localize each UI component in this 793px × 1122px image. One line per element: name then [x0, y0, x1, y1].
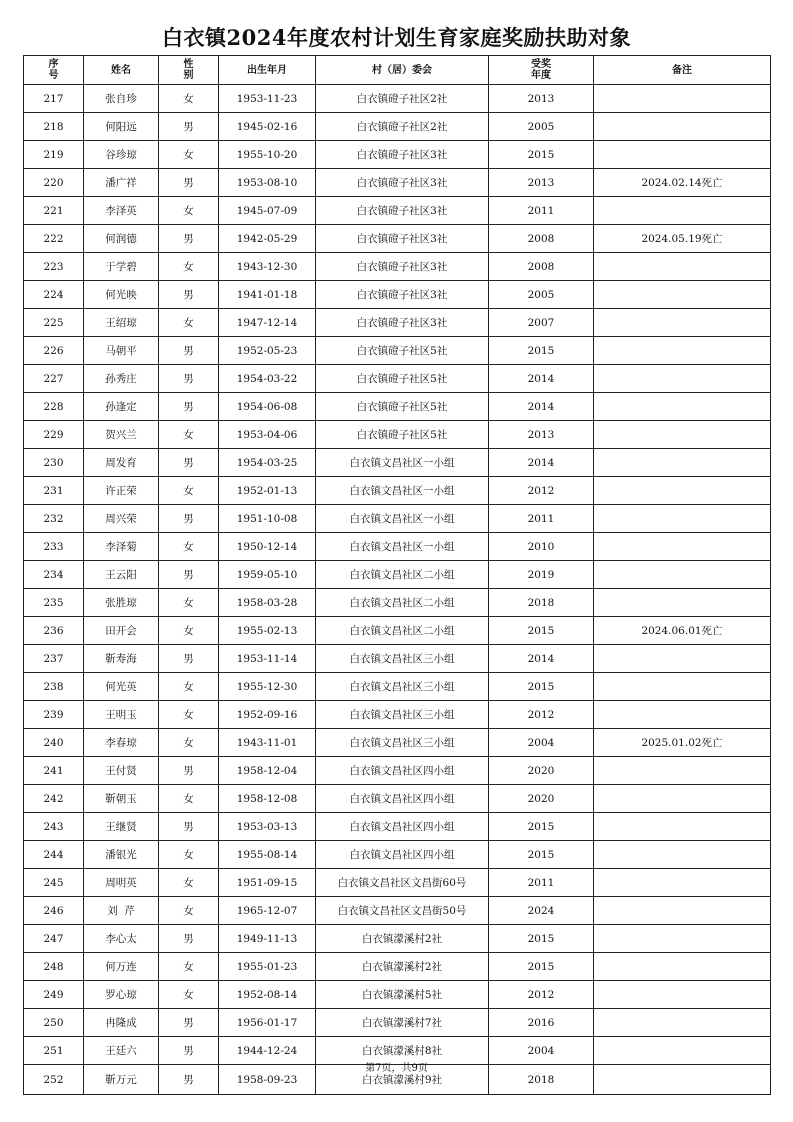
cell-remark: 2024.05.19死亡	[594, 225, 771, 253]
cell-year: 2004	[489, 1037, 594, 1065]
cell-gender: 女	[159, 253, 219, 281]
cell-seq: 240	[24, 729, 84, 757]
cell-birth: 1965-12-07	[219, 897, 316, 925]
cell-remark	[594, 281, 771, 309]
cell-remark	[594, 981, 771, 1009]
cell-remark	[594, 785, 771, 813]
cell-name: 潘广祥	[84, 169, 159, 197]
cell-year: 2018	[489, 1065, 594, 1095]
header-seq-label: 序 号	[48, 59, 59, 81]
cell-gender: 男	[159, 757, 219, 785]
header-year	[489, 56, 594, 85]
table-row	[24, 897, 771, 925]
cell-seq: 249	[24, 981, 84, 1009]
cell-name: 靳万元	[84, 1065, 159, 1095]
cell-village: 白衣镇文昌社区二小组	[316, 561, 489, 589]
cell-year: 2010	[489, 533, 594, 561]
cell-year: 2011	[489, 869, 594, 897]
cell-gender: 女	[159, 141, 219, 169]
cell-gender: 男	[159, 113, 219, 141]
cell-remark	[594, 477, 771, 505]
cell-gender: 男	[159, 1037, 219, 1065]
cell-gender: 女	[159, 869, 219, 897]
header-remark: 备注	[594, 56, 771, 85]
page-footer: 第7页，共9页	[365, 1063, 428, 1074]
cell-village: 白衣镇文昌社区一小组	[316, 533, 489, 561]
cell-remark	[594, 113, 771, 141]
cell-seq: 220	[24, 169, 84, 197]
cell-village: 白衣镇文昌社区文昌街50号	[316, 897, 489, 925]
cell-gender: 女	[159, 197, 219, 225]
table-row	[24, 225, 771, 253]
cell-name: 贺兴兰	[84, 421, 159, 449]
cell-village: 白衣镇文昌社区一小组	[316, 505, 489, 533]
cell-village: 白衣镇濛溪村5社	[316, 981, 489, 1009]
cell-seq: 245	[24, 869, 84, 897]
cell-birth: 1955-01-23	[219, 953, 316, 981]
table-row	[24, 309, 771, 337]
cell-remark	[594, 925, 771, 953]
table-row	[24, 869, 771, 897]
cell-birth: 1942-05-29	[219, 225, 316, 253]
cell-remark	[594, 505, 771, 533]
cell-gender: 女	[159, 617, 219, 645]
cell-name: 李春琼	[84, 729, 159, 757]
document-title: 白衣镇2024年度农村计划生育家庭奖励扶助对象	[162, 25, 631, 50]
table-row	[24, 757, 771, 785]
cell-seq: 242	[24, 785, 84, 813]
cell-seq: 238	[24, 673, 84, 701]
cell-village: 白衣镇濛溪村2社	[316, 925, 489, 953]
table-row	[24, 197, 771, 225]
cell-remark	[594, 813, 771, 841]
table-row	[24, 813, 771, 841]
cell-gender: 男	[159, 505, 219, 533]
cell-remark	[594, 365, 771, 393]
cell-year: 2011	[489, 505, 594, 533]
cell-remark	[594, 701, 771, 729]
table-row	[24, 85, 771, 113]
cell-village: 白衣镇濛溪村2社	[316, 953, 489, 981]
cell-village: 白衣镇磴子社区3社	[316, 225, 489, 253]
cell-year: 2024	[489, 897, 594, 925]
cell-seq: 221	[24, 197, 84, 225]
cell-village: 白衣镇文昌社区三小组	[316, 729, 489, 757]
cell-name: 何光英	[84, 673, 159, 701]
cell-year: 2019	[489, 561, 594, 589]
cell-gender: 女	[159, 729, 219, 757]
cell-name: 刘 芹	[84, 897, 159, 925]
cell-gender: 女	[159, 421, 219, 449]
cell-birth: 1954-06-08	[219, 393, 316, 421]
cell-name: 何润德	[84, 225, 159, 253]
table-row	[24, 253, 771, 281]
cell-seq: 252	[24, 1065, 84, 1095]
table-row	[24, 729, 771, 757]
cell-name: 周发育	[84, 449, 159, 477]
table-row	[24, 141, 771, 169]
cell-village: 白衣镇文昌社区一小组	[316, 477, 489, 505]
cell-remark	[594, 253, 771, 281]
cell-birth: 1954-03-25	[219, 449, 316, 477]
cell-village: 白衣镇濛溪村8社	[316, 1037, 489, 1065]
cell-gender: 男	[159, 449, 219, 477]
cell-birth: 1943-11-01	[219, 729, 316, 757]
cell-remark	[594, 897, 771, 925]
cell-name: 田开会	[84, 617, 159, 645]
cell-birth: 1941-01-18	[219, 281, 316, 309]
cell-name: 孙秀庄	[84, 365, 159, 393]
header-birth: 出生年月	[219, 56, 316, 85]
cell-birth: 1952-08-14	[219, 981, 316, 1009]
cell-gender: 女	[159, 477, 219, 505]
cell-village: 白衣镇磴子社区3社	[316, 253, 489, 281]
cell-village: 白衣镇磴子社区3社	[316, 169, 489, 197]
cell-birth: 1958-12-04	[219, 757, 316, 785]
cell-seq: 235	[24, 589, 84, 617]
cell-remark	[594, 141, 771, 169]
cell-gender: 女	[159, 701, 219, 729]
cell-birth: 1958-09-23	[219, 1065, 316, 1095]
cell-gender: 女	[159, 841, 219, 869]
cell-birth: 1945-02-16	[219, 113, 316, 141]
cell-seq: 219	[24, 141, 84, 169]
cell-year: 2020	[489, 757, 594, 785]
cell-name: 周兴荣	[84, 505, 159, 533]
cell-year: 2005	[489, 281, 594, 309]
cell-name: 王继贤	[84, 813, 159, 841]
cell-seq: 247	[24, 925, 84, 953]
cell-seq: 248	[24, 953, 84, 981]
table-row	[24, 533, 771, 561]
cell-year: 2014	[489, 449, 594, 477]
cell-seq: 218	[24, 113, 84, 141]
cell-remark: 2024.06.01死亡	[594, 617, 771, 645]
table-row	[24, 365, 771, 393]
cell-gender: 男	[159, 225, 219, 253]
cell-seq: 223	[24, 253, 84, 281]
cell-village: 白衣镇磴子社区5社	[316, 393, 489, 421]
cell-village: 白衣镇文昌社区二小组	[316, 589, 489, 617]
cell-remark	[594, 869, 771, 897]
cell-year: 2007	[489, 309, 594, 337]
table-row	[24, 645, 771, 673]
cell-year: 2015	[489, 925, 594, 953]
header-gender-label: 性 别	[183, 59, 194, 81]
cell-gender: 男	[159, 365, 219, 393]
cell-seq: 251	[24, 1037, 84, 1065]
cell-name: 孙逢定	[84, 393, 159, 421]
cell-gender: 男	[159, 1065, 219, 1095]
cell-name: 潘银光	[84, 841, 159, 869]
table-row	[24, 337, 771, 365]
header-village: 村（居）委会	[316, 56, 489, 85]
cell-seq: 228	[24, 393, 84, 421]
header-name: 姓名	[84, 56, 159, 85]
cell-gender: 女	[159, 309, 219, 337]
cell-gender: 男	[159, 645, 219, 673]
table-row	[24, 925, 771, 953]
cell-name: 何万连	[84, 953, 159, 981]
cell-seq: 230	[24, 449, 84, 477]
table-row	[24, 673, 771, 701]
cell-year: 2014	[489, 393, 594, 421]
cell-seq: 229	[24, 421, 84, 449]
cell-year: 2013	[489, 169, 594, 197]
cell-village: 白衣镇文昌社区四小组	[316, 813, 489, 841]
cell-name: 张胜琼	[84, 589, 159, 617]
cell-year: 2013	[489, 421, 594, 449]
table-row	[24, 617, 771, 645]
cell-village: 白衣镇濛溪村7社	[316, 1009, 489, 1037]
cell-birth: 1950-12-14	[219, 533, 316, 561]
cell-birth: 1953-03-13	[219, 813, 316, 841]
cell-seq: 232	[24, 505, 84, 533]
cell-gender: 男	[159, 169, 219, 197]
cell-name: 何阳远	[84, 113, 159, 141]
cell-seq: 227	[24, 365, 84, 393]
cell-year: 2013	[489, 85, 594, 113]
cell-seq: 226	[24, 337, 84, 365]
cell-gender: 男	[159, 393, 219, 421]
table-row	[24, 701, 771, 729]
cell-birth: 1952-05-23	[219, 337, 316, 365]
cell-year: 2004	[489, 729, 594, 757]
cell-name: 周明英	[84, 869, 159, 897]
cell-birth: 1958-03-28	[219, 589, 316, 617]
cell-birth: 1951-10-08	[219, 505, 316, 533]
cell-year: 2020	[489, 785, 594, 813]
cell-seq: 234	[24, 561, 84, 589]
cell-year: 2015	[489, 337, 594, 365]
cell-seq: 239	[24, 701, 84, 729]
cell-year: 2014	[489, 365, 594, 393]
table-row	[24, 281, 771, 309]
table-row	[24, 981, 771, 1009]
cell-name: 冉隆成	[84, 1009, 159, 1037]
cell-year: 2005	[489, 113, 594, 141]
cell-gender: 女	[159, 589, 219, 617]
cell-village: 白衣镇文昌社区一小组	[316, 449, 489, 477]
cell-name: 许正荣	[84, 477, 159, 505]
cell-birth: 1947-12-14	[219, 309, 316, 337]
cell-name: 王云阳	[84, 561, 159, 589]
cell-village: 白衣镇磴子社区2社	[316, 113, 489, 141]
cell-village: 白衣镇文昌社区四小组	[316, 785, 489, 813]
table-header-row	[24, 56, 771, 85]
cell-name: 张自珍	[84, 85, 159, 113]
cell-gender: 女	[159, 981, 219, 1009]
cell-remark	[594, 533, 771, 561]
cell-birth: 1945-07-09	[219, 197, 316, 225]
cell-village: 白衣镇磴子社区3社	[316, 197, 489, 225]
cell-gender: 男	[159, 561, 219, 589]
cell-year: 2012	[489, 701, 594, 729]
cell-remark	[594, 561, 771, 589]
cell-remark	[594, 393, 771, 421]
cell-gender: 女	[159, 673, 219, 701]
table-body	[24, 85, 771, 1095]
cell-name: 靳寿海	[84, 645, 159, 673]
cell-remark	[594, 197, 771, 225]
cell-seq: 236	[24, 617, 84, 645]
cell-seq: 222	[24, 225, 84, 253]
cell-birth: 1943-12-30	[219, 253, 316, 281]
cell-birth: 1952-01-13	[219, 477, 316, 505]
cell-name: 谷珍琼	[84, 141, 159, 169]
cell-birth: 1953-04-06	[219, 421, 316, 449]
cell-year: 2011	[489, 197, 594, 225]
cell-seq: 250	[24, 1009, 84, 1037]
cell-birth: 1959-05-10	[219, 561, 316, 589]
cell-seq: 241	[24, 757, 84, 785]
cell-year: 2012	[489, 981, 594, 1009]
cell-birth: 1953-11-23	[219, 85, 316, 113]
cell-remark	[594, 449, 771, 477]
cell-remark	[594, 309, 771, 337]
cell-year: 2016	[489, 1009, 594, 1037]
cell-remark	[594, 757, 771, 785]
cell-seq: 237	[24, 645, 84, 673]
cell-year: 2014	[489, 645, 594, 673]
cell-seq: 233	[24, 533, 84, 561]
cell-seq: 243	[24, 813, 84, 841]
cell-birth: 1944-12-24	[219, 1037, 316, 1065]
cell-seq: 225	[24, 309, 84, 337]
cell-village: 白衣镇磴子社区3社	[316, 141, 489, 169]
cell-village: 白衣镇磴子社区5社	[316, 365, 489, 393]
cell-name: 靳朝玉	[84, 785, 159, 813]
cell-gender: 男	[159, 925, 219, 953]
cell-year: 2015	[489, 841, 594, 869]
cell-name: 李泽英	[84, 197, 159, 225]
cell-remark	[594, 841, 771, 869]
cell-name: 罗心琼	[84, 981, 159, 1009]
cell-gender: 男	[159, 813, 219, 841]
cell-remark	[594, 1009, 771, 1037]
cell-year: 2015	[489, 673, 594, 701]
cell-birth: 1951-09-15	[219, 869, 316, 897]
cell-year: 2008	[489, 253, 594, 281]
cell-village: 白衣镇文昌社区三小组	[316, 673, 489, 701]
cell-seq: 231	[24, 477, 84, 505]
table-row	[24, 113, 771, 141]
table-row	[24, 785, 771, 813]
cell-birth: 1955-12-30	[219, 673, 316, 701]
header-gender	[159, 56, 219, 85]
cell-name: 于学碧	[84, 253, 159, 281]
cell-gender: 女	[159, 953, 219, 981]
cell-remark	[594, 645, 771, 673]
cell-birth: 1953-11-14	[219, 645, 316, 673]
cell-village: 白衣镇文昌社区三小组	[316, 701, 489, 729]
table-row	[24, 421, 771, 449]
table-row	[24, 505, 771, 533]
cell-birth: 1954-03-22	[219, 365, 316, 393]
cell-seq: 244	[24, 841, 84, 869]
cell-birth: 1956-01-17	[219, 1009, 316, 1037]
cell-year: 2018	[489, 589, 594, 617]
cell-remark: 2024.02.14死亡	[594, 169, 771, 197]
cell-birth: 1955-08-14	[219, 841, 316, 869]
cell-year: 2015	[489, 813, 594, 841]
cell-year: 2015	[489, 617, 594, 645]
subsidy-table	[23, 55, 771, 1095]
table-row	[24, 953, 771, 981]
cell-seq: 224	[24, 281, 84, 309]
cell-village: 白衣镇文昌社区二小组	[316, 617, 489, 645]
cell-remark	[594, 953, 771, 981]
cell-remark	[594, 673, 771, 701]
cell-name: 王廷六	[84, 1037, 159, 1065]
header-year-label: 受奖 年度	[531, 59, 551, 81]
cell-village: 白衣镇文昌社区四小组	[316, 757, 489, 785]
cell-birth: 1949-11-13	[219, 925, 316, 953]
cell-birth: 1955-10-20	[219, 141, 316, 169]
cell-gender: 男	[159, 1009, 219, 1037]
cell-village: 白衣镇濛溪村9社	[316, 1065, 489, 1095]
table-row	[24, 561, 771, 589]
table-row	[24, 449, 771, 477]
cell-seq: 246	[24, 897, 84, 925]
cell-village: 白衣镇文昌社区文昌街60号	[316, 869, 489, 897]
cell-village: 白衣镇文昌社区三小组	[316, 645, 489, 673]
cell-seq: 217	[24, 85, 84, 113]
header-seq	[24, 56, 84, 85]
cell-remark	[594, 421, 771, 449]
cell-remark: 2025.01.02死亡	[594, 729, 771, 757]
cell-birth: 1955-02-13	[219, 617, 316, 645]
cell-birth: 1952-09-16	[219, 701, 316, 729]
cell-gender: 男	[159, 281, 219, 309]
cell-birth: 1958-12-08	[219, 785, 316, 813]
cell-gender: 女	[159, 897, 219, 925]
cell-birth: 1953-08-10	[219, 169, 316, 197]
cell-year: 2015	[489, 953, 594, 981]
cell-gender: 女	[159, 533, 219, 561]
cell-name: 马朝平	[84, 337, 159, 365]
cell-remark	[594, 589, 771, 617]
cell-name: 李心太	[84, 925, 159, 953]
cell-village: 白衣镇磴子社区5社	[316, 421, 489, 449]
cell-year: 2015	[489, 141, 594, 169]
table-row	[24, 841, 771, 869]
cell-gender: 女	[159, 785, 219, 813]
table-row	[24, 393, 771, 421]
cell-name: 王绍琼	[84, 309, 159, 337]
cell-remark	[594, 337, 771, 365]
cell-village: 白衣镇磴子社区5社	[316, 337, 489, 365]
cell-name: 王付贤	[84, 757, 159, 785]
cell-gender: 男	[159, 337, 219, 365]
cell-year: 2012	[489, 477, 594, 505]
table-row	[24, 1009, 771, 1037]
cell-remark	[594, 85, 771, 113]
cell-village: 白衣镇磴子社区3社	[316, 309, 489, 337]
table-row	[24, 589, 771, 617]
cell-year: 2008	[489, 225, 594, 253]
cell-village: 白衣镇磴子社区2社	[316, 85, 489, 113]
cell-village: 白衣镇磴子社区3社	[316, 281, 489, 309]
cell-name: 王明玉	[84, 701, 159, 729]
table-row	[24, 477, 771, 505]
cell-village: 白衣镇文昌社区四小组	[316, 841, 489, 869]
table-row	[24, 169, 771, 197]
cell-name: 何光映	[84, 281, 159, 309]
cell-name: 李泽菊	[84, 533, 159, 561]
cell-gender: 女	[159, 85, 219, 113]
